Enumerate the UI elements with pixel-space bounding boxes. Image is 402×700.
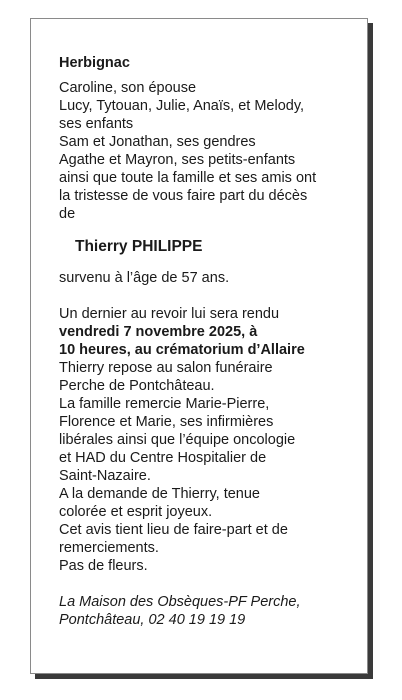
- obituary-notice: [30, 18, 368, 674]
- family-line: Caroline, son épouse: [59, 80, 197, 96]
- detail-line: A la demande de Thierry, tenue: [59, 486, 260, 502]
- detail-line: Thierry repose au salon funéraire: [59, 360, 273, 376]
- detail-line: Pas de fleurs.: [59, 558, 148, 574]
- family-line: Sam et Jonathan, ses gendres: [59, 134, 256, 150]
- details-block: [59, 359, 367, 575]
- family-line: Lucy, Tytouan, Julie, Anaïs, et Melody,: [59, 98, 305, 114]
- ceremony-time-place: 10 heures, au crématorium d’Allaire: [59, 342, 305, 358]
- detail-line: Saint-Nazaire.: [59, 468, 151, 484]
- spacer: [59, 287, 367, 305]
- deceased-name: Thierry PHILIPPE: [75, 238, 203, 255]
- funeral-home-name: La Maison des Obsèques-PF Perche,: [59, 594, 301, 610]
- detail-line: Florence et Marie, ses infirmières: [59, 414, 274, 430]
- ceremony-block: [59, 305, 367, 359]
- funeral-home-contact: Pontchâteau, 02 40 19 19 19: [59, 612, 246, 628]
- detail-line: et HAD du Centre Hospitalier de: [59, 450, 267, 466]
- family-line: ainsi que toute la famille et ses amis ont: [59, 170, 317, 186]
- detail-line: colorée et esprit joyeux.: [59, 504, 213, 520]
- ceremony-intro: Un dernier au revoir lui sera rendu: [59, 306, 280, 322]
- family-line: de: [59, 206, 76, 222]
- age-line: survenu à l’âge de 57 ans.: [59, 270, 230, 286]
- detail-line: Cet avis tient lieu de faire-part et de: [59, 522, 288, 538]
- place-name: Herbignac: [59, 55, 130, 71]
- family-line: Agathe et Mayron, ses petits-enfants: [59, 152, 296, 168]
- detail-line: Perche de Pontchâteau.: [59, 378, 215, 394]
- funeral-home-block: [59, 593, 367, 629]
- ceremony-date: vendredi 7 novembre 2025, à: [59, 324, 258, 340]
- family-block: [59, 79, 367, 223]
- family-line: ses enfants: [59, 116, 134, 132]
- detail-line: remerciements.: [59, 540, 159, 556]
- spacer: [59, 575, 367, 593]
- detail-line: libérales ainsi que l’équipe oncologie: [59, 432, 296, 448]
- detail-line: La famille remercie Marie-Pierre,: [59, 396, 270, 412]
- family-line: la tristesse de vous faire part du décès: [59, 188, 308, 204]
